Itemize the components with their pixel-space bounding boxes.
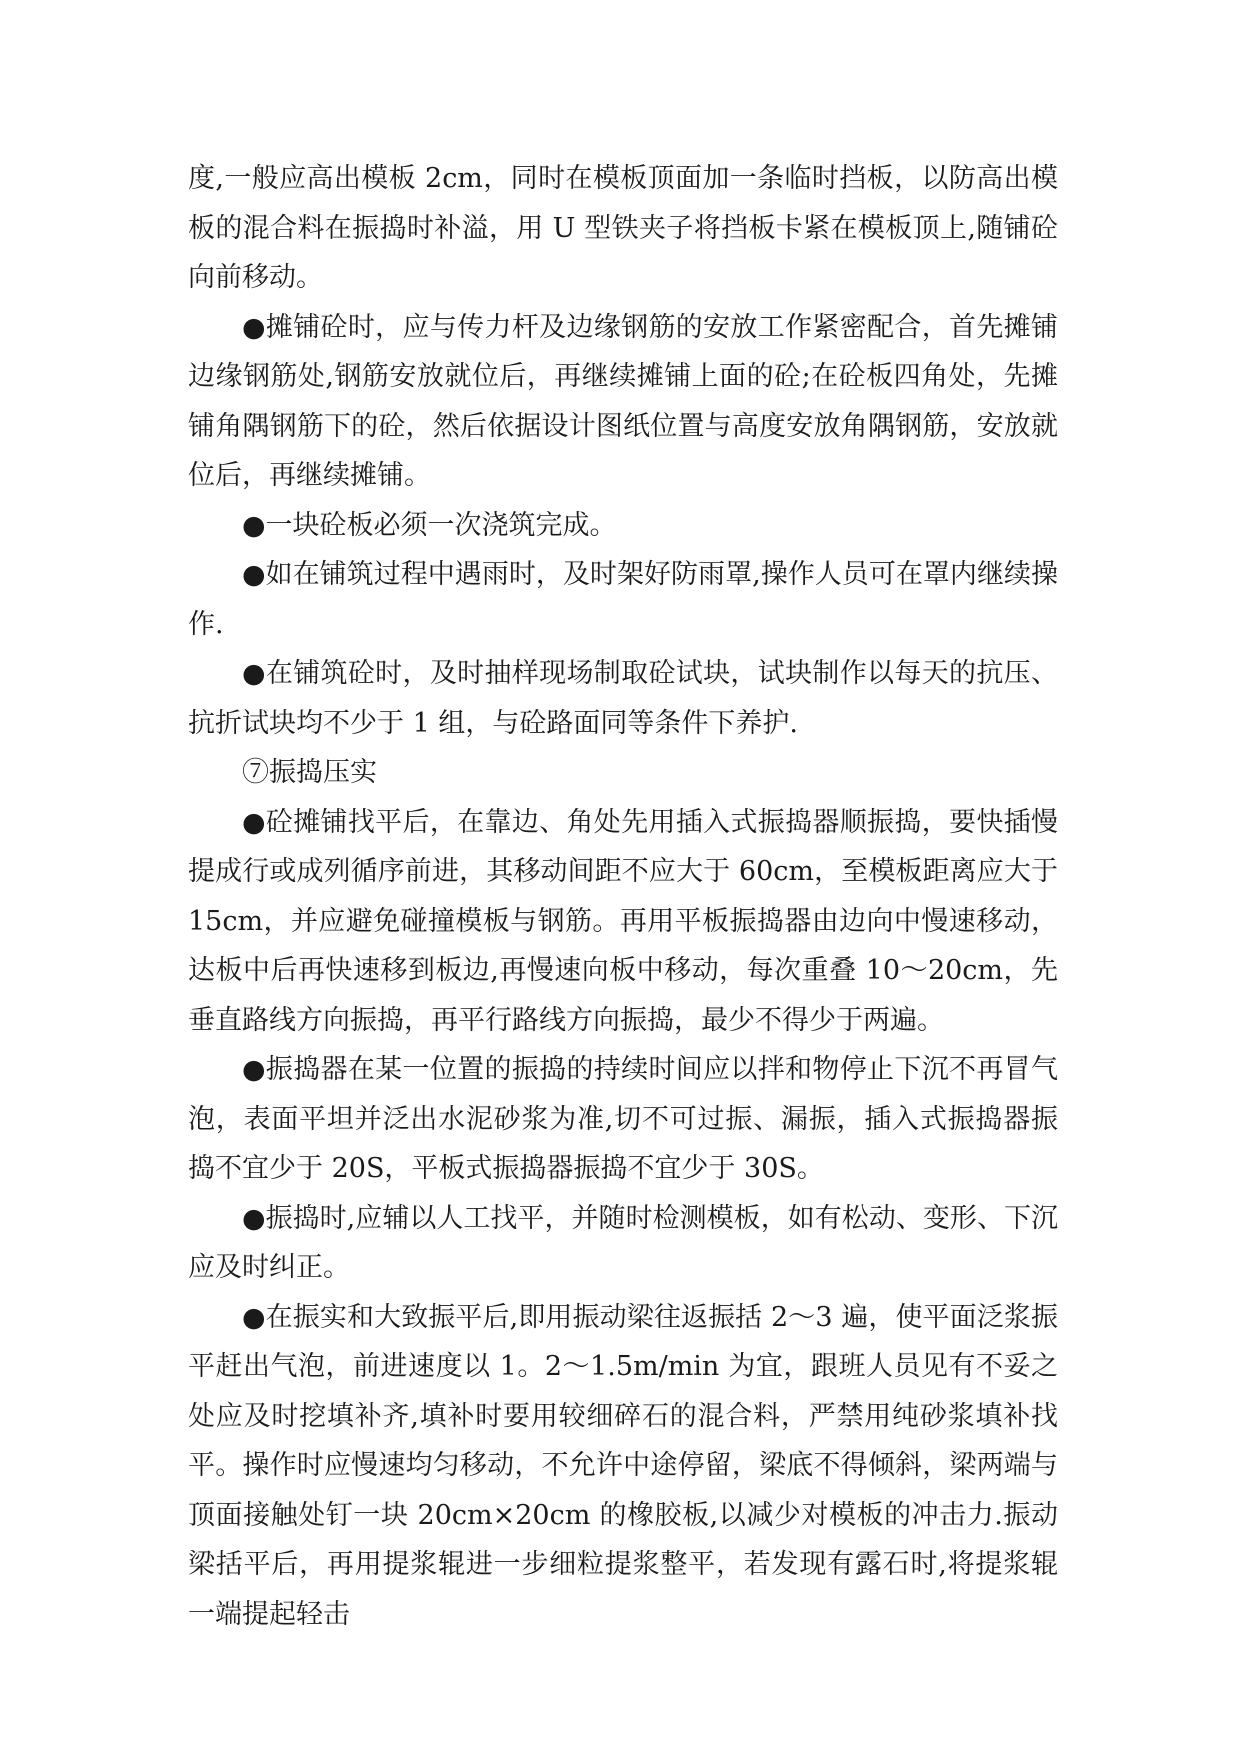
paragraph-vibration-duration: ●振捣器在某一位置的振捣的持续时间应以拌和物停止下沉不再冒气泡，表面平坦并泛出水泥砂浆为准,切不可过振、漏振，插入式振捣器振捣不宜少于 20S，平板式振捣器振捣不宜少于 30S。	[188, 1054, 1058, 1184]
paragraph-paving-rebar: ●摊铺砼时，应与传力杆及边缘钢筋的安放工作紧密配合，首先摊铺边缘钢筋处,钢筋安放就位后，再继续摊铺上面的砼;在砼板四角处，先摊铺角隅钢筋下的砼，然后依据设计图纸位置与高度安放角隅钢筋，安放就位后，再继续摊铺。	[188, 311, 1058, 491]
section-heading-vibration: ⑦振捣压实	[242, 757, 377, 788]
paragraph-vibration-method: ●砼摊铺找平后，在靠边、角处先用插入式振捣器顺振捣，要快插慢提成行或成列循序前进，其移动间距不应大于 60cm，至模板距离应大于15cm，并应避免碰撞模板与钢筋。再用平板振捣器由边向中慢速移动，达板中后再快速移到板边,再慢速向板中移动，每次重叠 10～20cm，先垂直路线方向振捣，再平行路线方向振捣，最少不得少于两遍。	[188, 806, 1058, 1036]
paragraph-manual-leveling: ●振捣时,应辅以人工找平，并随时检测模板，如有松动、变形、下沉应及时纠正。	[188, 1202, 1058, 1283]
document-page	[188, 154, 1058, 1639]
paragraph-rain-cover: ●如在铺筑过程中遇雨时，及时架好防雨罩,操作人员可在罩内继续操作.	[188, 559, 1058, 640]
paragraph-single-pour: ●一块砼板必须一次浇筑完成。	[242, 509, 617, 541]
paragraph-vibrating-beam: ●在振实和大致振平后,即用振动梁往返振括 2～3 遍，使平面泛浆振平赶出气泡，前进速度以 1。2～1.5m/min 为宜，跟班人员见有不妥之处应及时挖填补齐,填补时要用较细碎石的混合料，严禁用纯砂浆填补找平。操作时应慢速均匀移动，不允许中途停留，梁底不得倾斜，梁两端与顶面接触处钉一块 20cm×20cm 的橡胶板,以减少对模板的冲击力.振动梁括平后，再用提浆辊进一步细粒提浆整平，若发现有露石时,将提浆辊一端提起轻击	[188, 1301, 1058, 1630]
paragraph-continuation: 度,一般应高出模板 2cm，同时在模板顶面加一条临时挡板，以防高出模板的混合料在振捣时补溢，用 U 型铁夹子将挡板卡紧在模板顶上,随铺砼向前移动。	[188, 163, 1058, 293]
paragraph-test-blocks: ●在铺筑砼时，及时抽样现场制取砼试块，试块制作以每天的抗压、抗折试块均不少于 1 组，与砼路面同等条件下养护.	[188, 658, 1058, 739]
